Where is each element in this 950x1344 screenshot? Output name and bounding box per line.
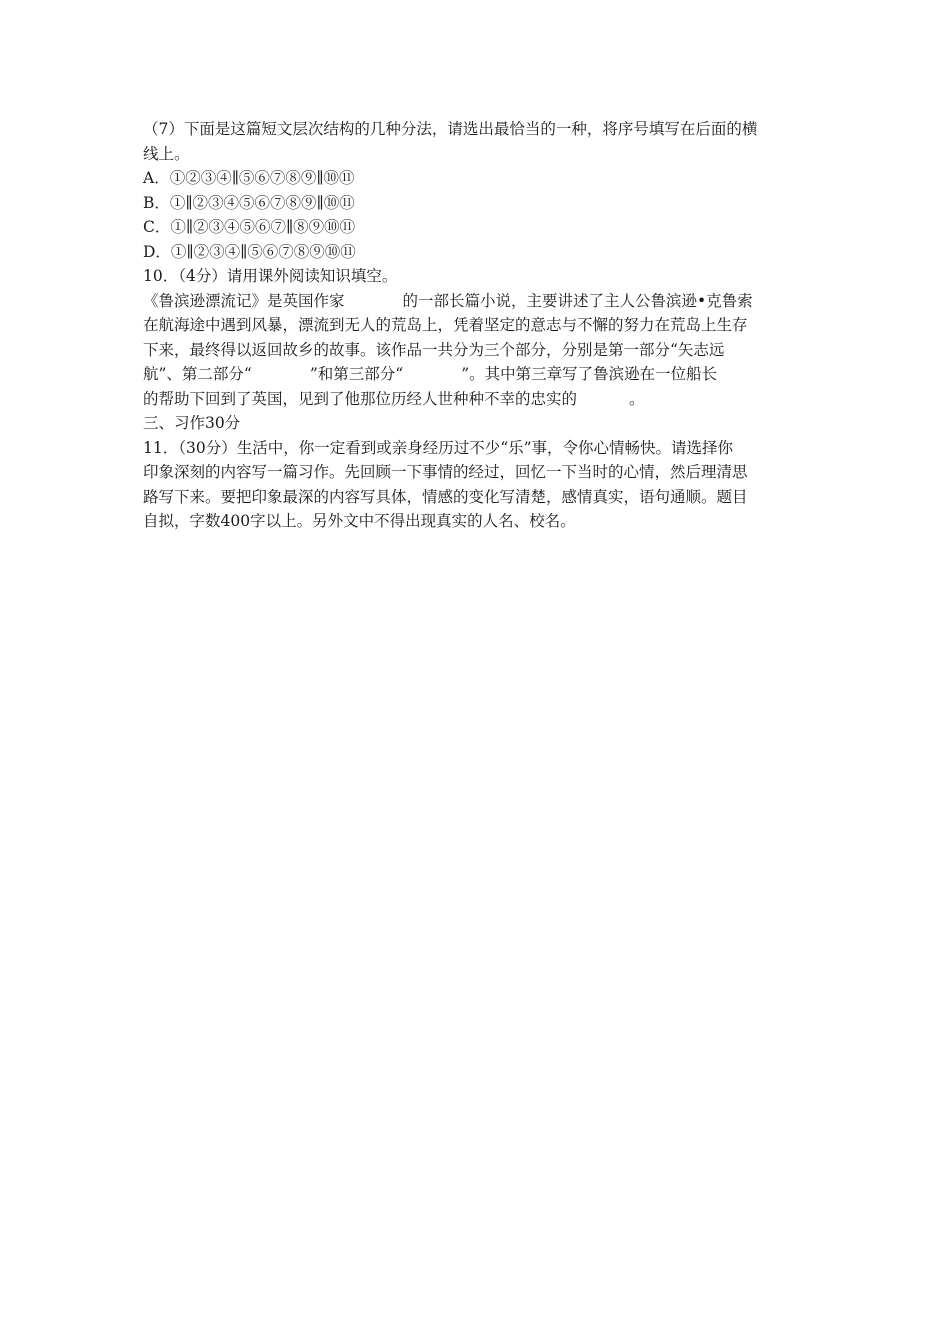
q10-line4-part-a: 航”、第二部分“ [143,365,252,383]
q10-line4-part-b: ”和第三部分“ [309,365,404,383]
q10-line1-part-a: 《鲁滨逊漂流记》是英国作家 [143,291,345,310]
q11-line3: 路写下来。要把印象最深的内容写具体，情感的变化写清楚，感情真实，语句通顺。题目 [143,487,748,506]
q10-line1 [143,289,808,314]
section3-heading: 三、习作30分 [143,414,241,432]
q10-line4-part-c: ”。其中第三章写了鲁滨逊在一位船长 [461,365,718,383]
q7-option-a: A．①②③④∥⑤⑥⑦⑧⑨∥⑩⑪ [143,169,355,187]
q10-line3: 下来，最终得以返回故乡的故事。该作品一共分为三个部分，分别是第一部分“矢志远 [143,340,725,359]
q11-line2: 印象深刻的内容写一篇习作。先回顾一下事情的经过，回忆一下当时的心情，然后理清思 [143,463,748,481]
q10-heading: 10．（4分）请用课外阅读知识填空。 [143,267,398,285]
q7-option-d: D．①∥②③④∥⑤⑥⑦⑧⑨⑩⑪ [143,242,356,261]
q10-line4 [143,362,808,387]
q7-stem-line1: （7）下面是这篇短文层次结构的几种分法，请选出最恰当的一种，将序号填写在后面的横 [143,120,758,138]
document-page [143,117,808,534]
q10-line5 [143,387,808,412]
q7-option-b: B．①∥②③④⑤⑥⑦⑧⑨∥⑩⑪ [143,193,355,212]
q10-line1-part-b: 的一部长篇小说，主要讲述了主人公鲁滨逊•克鲁索 [402,291,753,310]
q11-line4: 自拟，字数400字以上。另外文中不得出现真实的人名、校名。 [143,512,576,530]
q10-line2: 在航海途中遇到风暴，漂流到无人的荒岛上，凭着坚定的意志与不懈的努力在荒岛上生存 [143,316,748,334]
q11-line1: 11．（30分）生活中，你一定看到或亲身经历过不少“乐”事，令你心情畅快。请选择你 [143,438,734,457]
q7-stem-line2: 线上。 [143,144,190,163]
q10-line5-part-b: 。 [629,389,645,408]
q10-line5-part-a: 的帮助下回到了英国，见到了他那位历经人世种种不幸的忠实的 [143,389,578,408]
q7-option-c: C．①∥②③④⑤⑥⑦∥⑧⑨⑩⑪ [143,218,356,236]
